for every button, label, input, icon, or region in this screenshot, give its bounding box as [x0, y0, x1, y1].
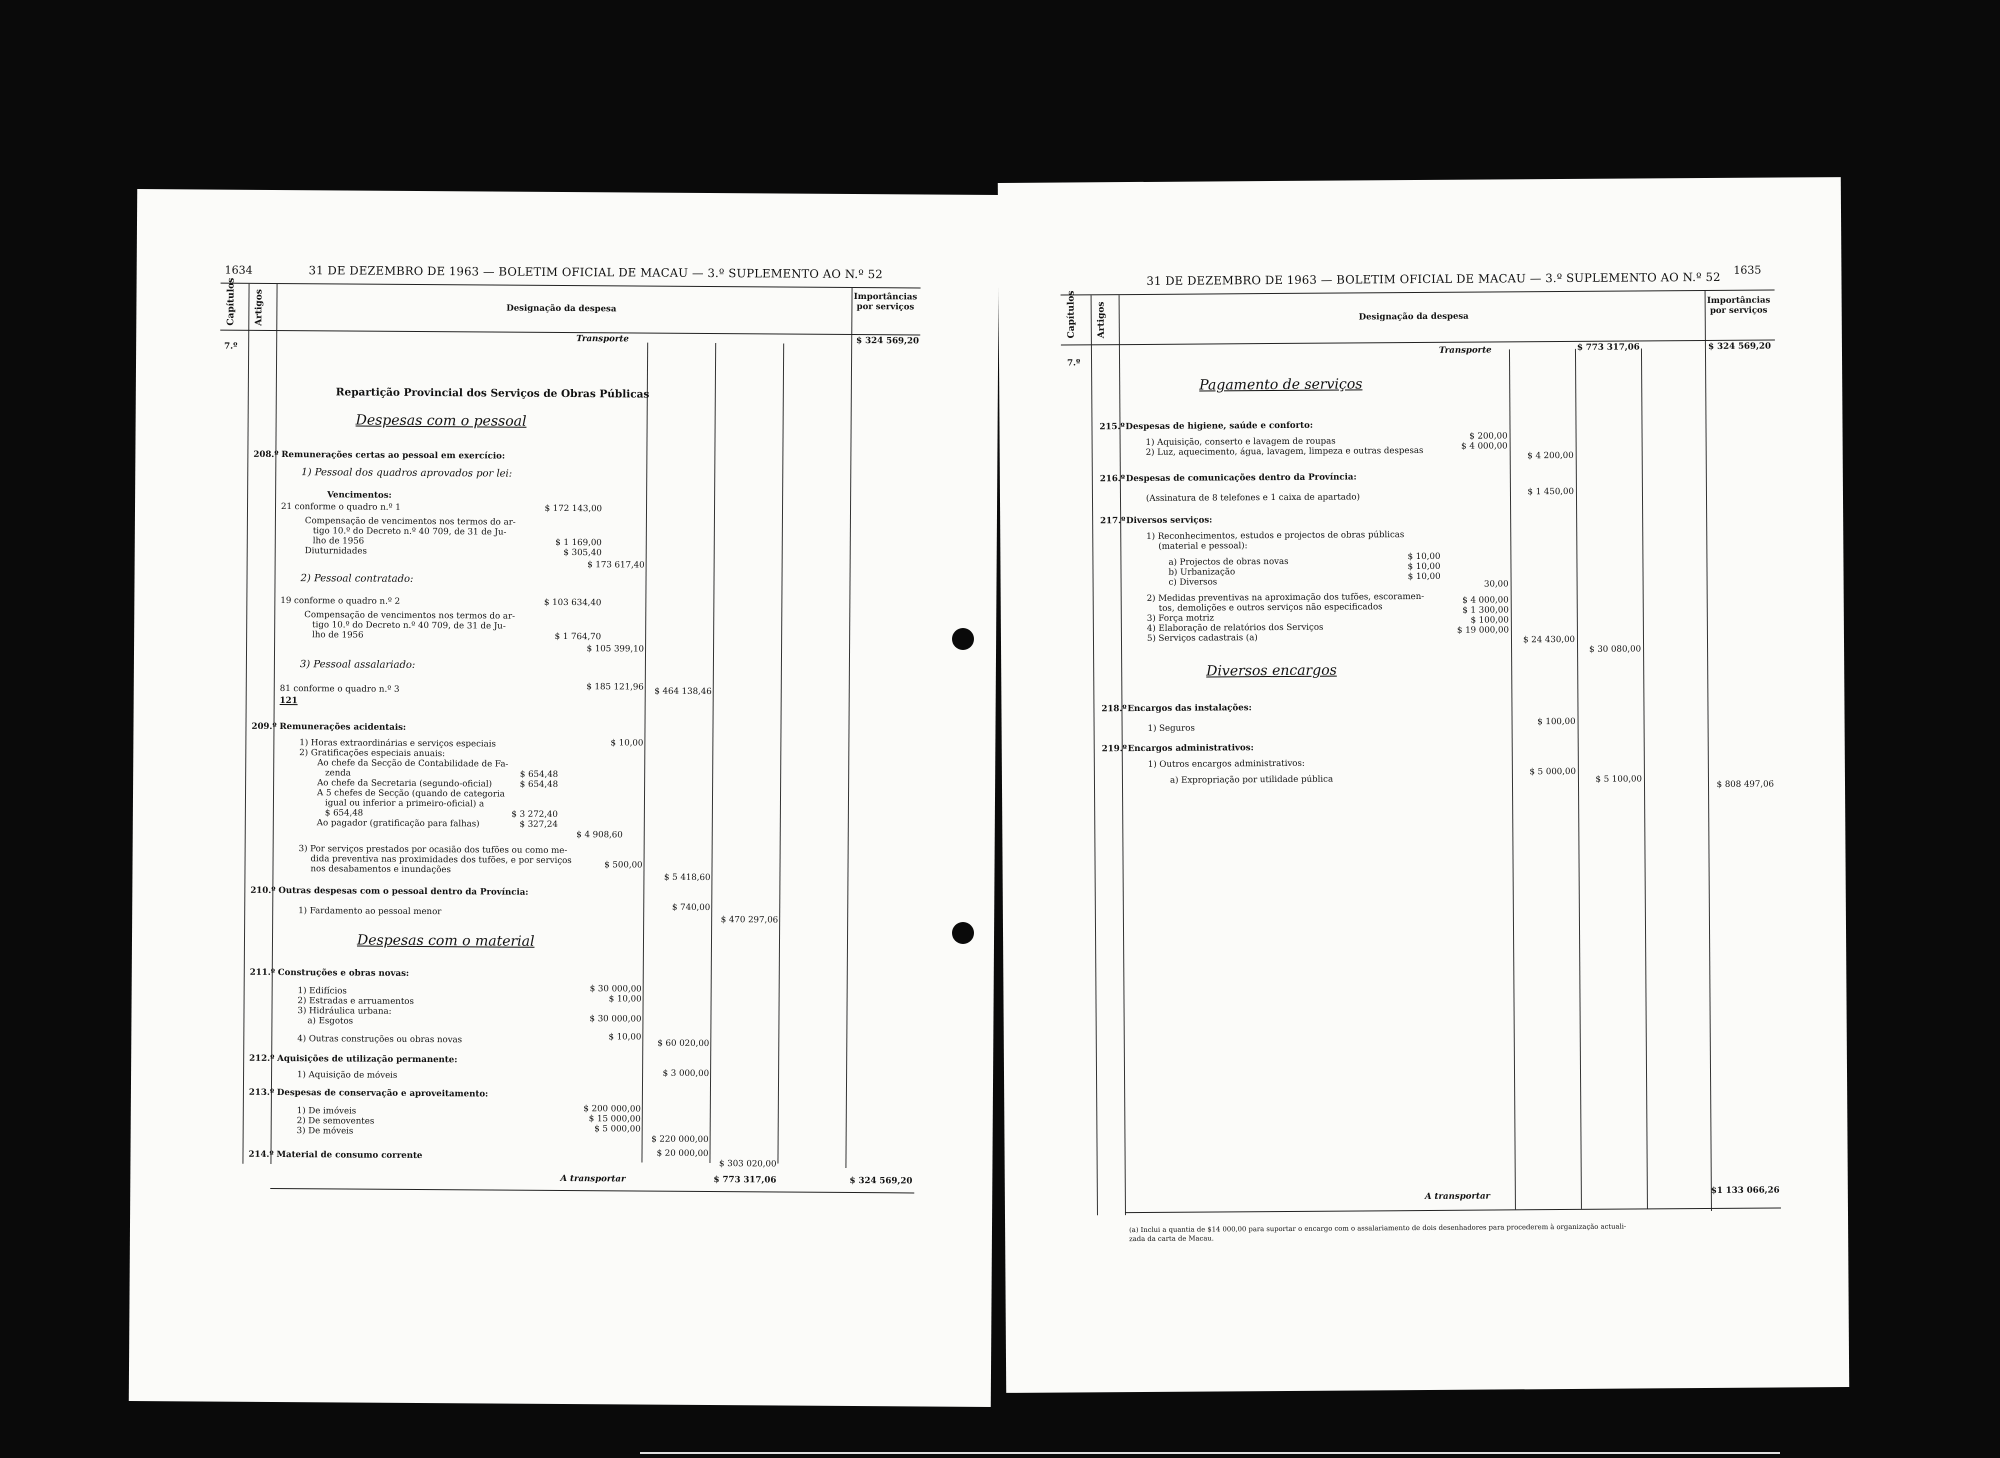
col-designacao: Designação da despesa	[506, 303, 617, 315]
line-label: $ 654,48	[324, 808, 364, 819]
line-label: tigo 10.º do Decreto n.º 40 709, de 31 de Ju-	[312, 526, 507, 538]
line-value: $ 740,00	[671, 902, 711, 914]
scan-edge	[640, 1452, 1780, 1454]
page-number: 1634	[224, 263, 253, 277]
article-title: Remunerações acidentais:	[279, 722, 407, 733]
line-label: 1) Outros encargos administrativos:	[1147, 758, 1305, 770]
col-importancias: Importâncias por serviços	[853, 292, 918, 313]
line-label: (material e pessoal):	[1158, 541, 1248, 552]
line-label: 81 conforme o quadro n.º 3	[279, 684, 400, 695]
right-page	[998, 177, 1849, 1393]
section-heading: Despesas com o material	[356, 932, 535, 950]
col-divider	[1119, 295, 1127, 1215]
article-number: 208.º	[253, 449, 279, 460]
line-label: 19 conforme o quadro n.º 2	[280, 596, 401, 607]
article-title: Diversos serviços:	[1126, 515, 1213, 527]
staff-count: 121	[279, 696, 298, 707]
article-total: $ 5 418,60	[663, 872, 711, 884]
line-label: 1) Aquisição, conserto e lavagem de roupas	[1145, 436, 1336, 448]
line-label: b) Urbanização	[1168, 567, 1236, 578]
sub-heading: 1) Pessoal dos quadros aprovados por lei:	[301, 467, 513, 480]
article-total: $ 4 200,00	[1527, 450, 1574, 462]
col-divider	[1705, 291, 1713, 1211]
line-value: $ 1 169,00	[555, 537, 602, 549]
line-value: $ 500,00	[604, 860, 643, 871]
line-value: $ 327,24	[519, 819, 558, 830]
line-value: $ 5 000,00	[594, 1124, 641, 1135]
article-title: Encargos das instalações:	[1127, 703, 1252, 715]
line-label: 4) Elaboração de relatórios dos Serviços	[1146, 622, 1324, 634]
section-heading: Diversos encargos	[1206, 662, 1337, 680]
group-total: $ 470 297,06	[720, 915, 779, 926]
line-label: 3) De móveis	[296, 1126, 354, 1137]
line-value: $ 3 000,00	[662, 1068, 710, 1080]
line-value: $ 4 000,00	[1461, 441, 1508, 452]
article-total: $ 464 138,46	[654, 686, 712, 698]
line-value: $ 10,00	[1407, 551, 1441, 563]
line-label: lho de 1956	[312, 630, 364, 641]
line-value: $ 15 000,00	[588, 1114, 641, 1125]
article-title: Despesas de comunicações dentro da Província:	[1125, 472, 1357, 485]
bottom-rule	[1125, 1208, 1781, 1214]
line-label: tigo 10.º do Decreto n.º 40 709, de 31 de Ju-	[312, 620, 506, 632]
col-divider	[709, 343, 716, 1163]
transportar-value: $ 773 317,06	[713, 1175, 777, 1186]
col-importancias: Importâncias por serviços	[1706, 295, 1771, 316]
transporte-value: $ 324 569,20	[856, 336, 920, 347]
line-label: c) Diversos	[1168, 577, 1218, 588]
transportar-value: $ 324 569,20	[849, 1176, 913, 1187]
line-label: 2) Estradas e arruamentos	[297, 996, 414, 1007]
line-label: 1) De imóveis	[296, 1106, 357, 1117]
article-title: Encargos administrativos:	[1127, 743, 1254, 755]
line-label: 1) Aquisição de móveis	[297, 1070, 398, 1081]
punch-hole	[952, 628, 974, 650]
page-header: 31 DE DEZEMBRO DE 1963 — BOLETIM OFICIAL DE MACAU — 3.º SUPLEMENTO AO N.º 52	[308, 263, 883, 282]
section-heading: Despesas com o pessoal	[355, 412, 527, 430]
article-number: 219.º	[1101, 744, 1128, 755]
transporte-value: $ 324 569,20	[1708, 341, 1771, 353]
capitulo-number: 7.º	[1067, 358, 1081, 369]
line-label: 3) Hidráulica urbana:	[297, 1006, 392, 1017]
article-number: 216.º	[1099, 474, 1126, 485]
line-label: 2) Medidas preventivas na aproximação dos tufões, escoramen-	[1146, 591, 1425, 604]
col-artigos: Artigos	[254, 289, 265, 326]
group-total: $ 30 080,00	[1589, 644, 1642, 655]
line-label: 1) Fardamento ao pessoal menor	[298, 906, 442, 918]
line-label: 2) Gratificações especiais anuais:	[299, 748, 446, 760]
header-rule	[1061, 290, 1775, 296]
line-label: 3) Força motriz	[1146, 613, 1215, 624]
article-number: 214.º	[248, 1149, 274, 1160]
line-value: $ 200 000,00	[583, 1104, 641, 1115]
line-value: $ 10,00	[608, 1032, 642, 1043]
transportar-label: A transportar	[1424, 1191, 1491, 1203]
line-value: $ 200,00	[1469, 431, 1508, 442]
col-divider	[845, 288, 852, 1168]
line-label: 2) De semoventes	[296, 1116, 375, 1127]
line-label: (Assinatura de 8 telefones e 1 caixa de apartado)	[1145, 492, 1360, 504]
colhead-rule	[1061, 340, 1775, 346]
col-designacao: Designação da despesa	[1358, 311, 1469, 323]
line-value: $ 19 000,00	[1456, 625, 1509, 636]
line-value: $ 100,00	[1470, 615, 1509, 626]
article-total: $ 60 020,00	[657, 1038, 710, 1050]
article-title: Construções e obras novas:	[277, 968, 410, 979]
page-header: 31 DE DEZEMBRO DE 1963 — BOLETIM OFICIAL DE MACAU — 3.º SUPLEMENTO AO N.º 52	[1146, 269, 1721, 288]
line-value: 30,00	[1483, 579, 1509, 590]
line-value: $ 103 634,40	[543, 597, 602, 609]
line-value: $ 3 272,40	[511, 809, 558, 820]
header-rule	[221, 283, 921, 289]
article-title: Despesas de higiene, saúde e conforto:	[1125, 420, 1314, 433]
subtotal-value: $ 4 908,60	[576, 830, 623, 841]
footnote: zada da carta de Macau.	[1129, 1234, 1214, 1244]
article-number: 215.º	[1099, 422, 1125, 433]
punch-hole	[952, 922, 974, 944]
sub-heading: 2) Pessoal contratado:	[300, 573, 414, 585]
group-total: $ 5 100,00	[1595, 774, 1643, 785]
line-label: 4) Outras construções ou obras novas	[297, 1034, 463, 1046]
transportar-value: $1 133 066,26	[1710, 1185, 1780, 1197]
line-label: Ao pagador (gratificação para falhas)	[316, 818, 480, 830]
article-title: Aquisições de utilização permanente:	[277, 1054, 458, 1066]
article-title: Material de consumo corrente	[276, 1150, 423, 1162]
colhead-rule	[220, 330, 920, 336]
line-value: $ 10,00	[1407, 561, 1441, 573]
article-total: $ 24 430,00	[1523, 634, 1576, 646]
article-number: 211.º	[249, 967, 276, 978]
line-label: 2) Luz, aquecimento, água, lavagem, limpeza e outras despesas	[1145, 445, 1424, 458]
group-total: $ 303 020,00	[719, 1159, 777, 1170]
chapter-total: $ 808 497,06	[1716, 779, 1775, 790]
transportar-label: A transportar	[560, 1173, 626, 1185]
line-label: Vencimentos:	[327, 490, 392, 501]
col-divider	[1091, 295, 1099, 1215]
line-value: $ 10,00	[610, 738, 644, 749]
line-label: dida preventiva nas proximidades dos tufões, e por serviços	[310, 854, 572, 867]
line-value: $ 4 000,00	[1462, 595, 1509, 606]
line-label: Compensação de vencimentos nos termos do ar-	[304, 516, 516, 528]
line-label: nos desabamentos e inundações	[310, 864, 451, 876]
article-number: 209.º	[251, 721, 277, 732]
col-capitulos: Capítulos	[1066, 290, 1077, 339]
line-label: 1) Edifícios	[297, 986, 347, 997]
line-value: $ 172 143,00	[544, 503, 603, 515]
line-value: $ 1 764,70	[554, 631, 602, 643]
footnote: (a) Inclui a quantia de $14 000,00 para suportar o encargo com o assalariamento de dois desenhadores para procederem à organização actuali-	[1129, 1222, 1627, 1235]
line-label: 3) Por serviços prestados por ocasião dos tufões ou como me-	[298, 844, 568, 857]
line-label: Diuturnidades	[304, 546, 367, 557]
line-label: A 5 chefes de Secção (quando de categoria	[316, 788, 505, 800]
line-value: $ 654,48	[519, 769, 559, 780]
line-value: $ 10,00	[608, 994, 642, 1005]
line-value: $ 5 000,00	[1529, 766, 1576, 778]
line-label: 21 conforme o quadro n.º 1	[280, 502, 401, 513]
line-label: 1) Reconhecimentos, estudos e projectos de obras públicas	[1146, 530, 1405, 542]
left-page	[129, 189, 999, 1407]
line-label: tos, demolições e outros serviços não especificados	[1158, 602, 1383, 614]
article-number: 212.º	[249, 1053, 275, 1064]
line-value: $ 20 000,00	[656, 1148, 709, 1160]
line-value: $ 100,00	[1537, 716, 1576, 728]
line-label: 1) Seguros	[1147, 723, 1195, 734]
article-title: Outras despesas com o pessoal dentro da Província:	[278, 886, 529, 898]
article-number: 210.º	[250, 885, 276, 896]
line-label: zenda	[325, 768, 351, 779]
col-capitulos: Capítulos	[226, 277, 237, 326]
bottom-rule	[270, 1188, 914, 1193]
line-value: $ 10,00	[1407, 571, 1441, 583]
line-label: Ao chefe da Secção de Contabilidade de Fa-	[317, 758, 509, 770]
article-number: 213.º	[248, 1087, 275, 1098]
article-total: $ 220 000,00	[651, 1134, 709, 1146]
line-value: $ 1 300,00	[1462, 605, 1509, 616]
section-title: Repartição Provincial dos Serviços de Obras Públicas	[335, 386, 650, 401]
col-artigos: Artigos	[1096, 301, 1107, 339]
line-value: $ 305,40	[563, 547, 602, 559]
line-label: Ao chefe da Secretaria (segundo-oficial)	[317, 778, 492, 790]
line-value: $ 654,48	[519, 779, 559, 790]
capitulo-number: 7.º	[224, 341, 238, 352]
transporte-label: Transporte	[576, 334, 629, 345]
section-heading: Pagamento de serviços	[1199, 376, 1363, 394]
line-label: Compensação de vencimentos nos termos do ar-	[304, 610, 516, 622]
subtotal-value: $ 173 617,40	[587, 560, 645, 571]
article-number: 218.º	[1101, 704, 1127, 715]
line-value: $ 30 000,00	[589, 1014, 642, 1025]
subtotal-value: $ 105 399,10	[586, 644, 645, 655]
article-total: $ 1 450,00	[1527, 486, 1574, 498]
col-divider	[1641, 348, 1648, 1208]
line-label: igual ou inferior a primeiro-oficial) a	[324, 798, 485, 810]
page-number: 1635	[1733, 263, 1762, 277]
line-label: lho de 1956	[312, 536, 365, 547]
line-label: 5) Serviços cadastrais (a)	[1146, 633, 1258, 644]
article-title: Remunerações certas ao pessoal em exercício:	[281, 450, 506, 462]
col-divider	[242, 284, 249, 1164]
line-label: a) Projectos de obras novas	[1168, 556, 1289, 568]
article-title: Despesas de conservação e aproveitamento:	[276, 1088, 489, 1100]
line-value: $ 185 121,96	[586, 682, 644, 693]
col-divider	[777, 344, 784, 1164]
article-number: 217.º	[1100, 516, 1126, 527]
transporte-value: $ 773 317,06	[1576, 342, 1640, 353]
line-label: 1) Horas extraordinárias e serviços especiais	[299, 738, 497, 750]
transporte-label: Transporte	[1438, 345, 1492, 356]
sub-heading: 3) Pessoal assalariado:	[299, 659, 416, 671]
line-value: $ 30 000,00	[589, 984, 642, 995]
col-divider	[1509, 349, 1516, 1209]
line-label: a) Expropriação por utilidade pública	[1169, 774, 1334, 786]
line-label: a) Esgotos	[307, 1016, 354, 1027]
